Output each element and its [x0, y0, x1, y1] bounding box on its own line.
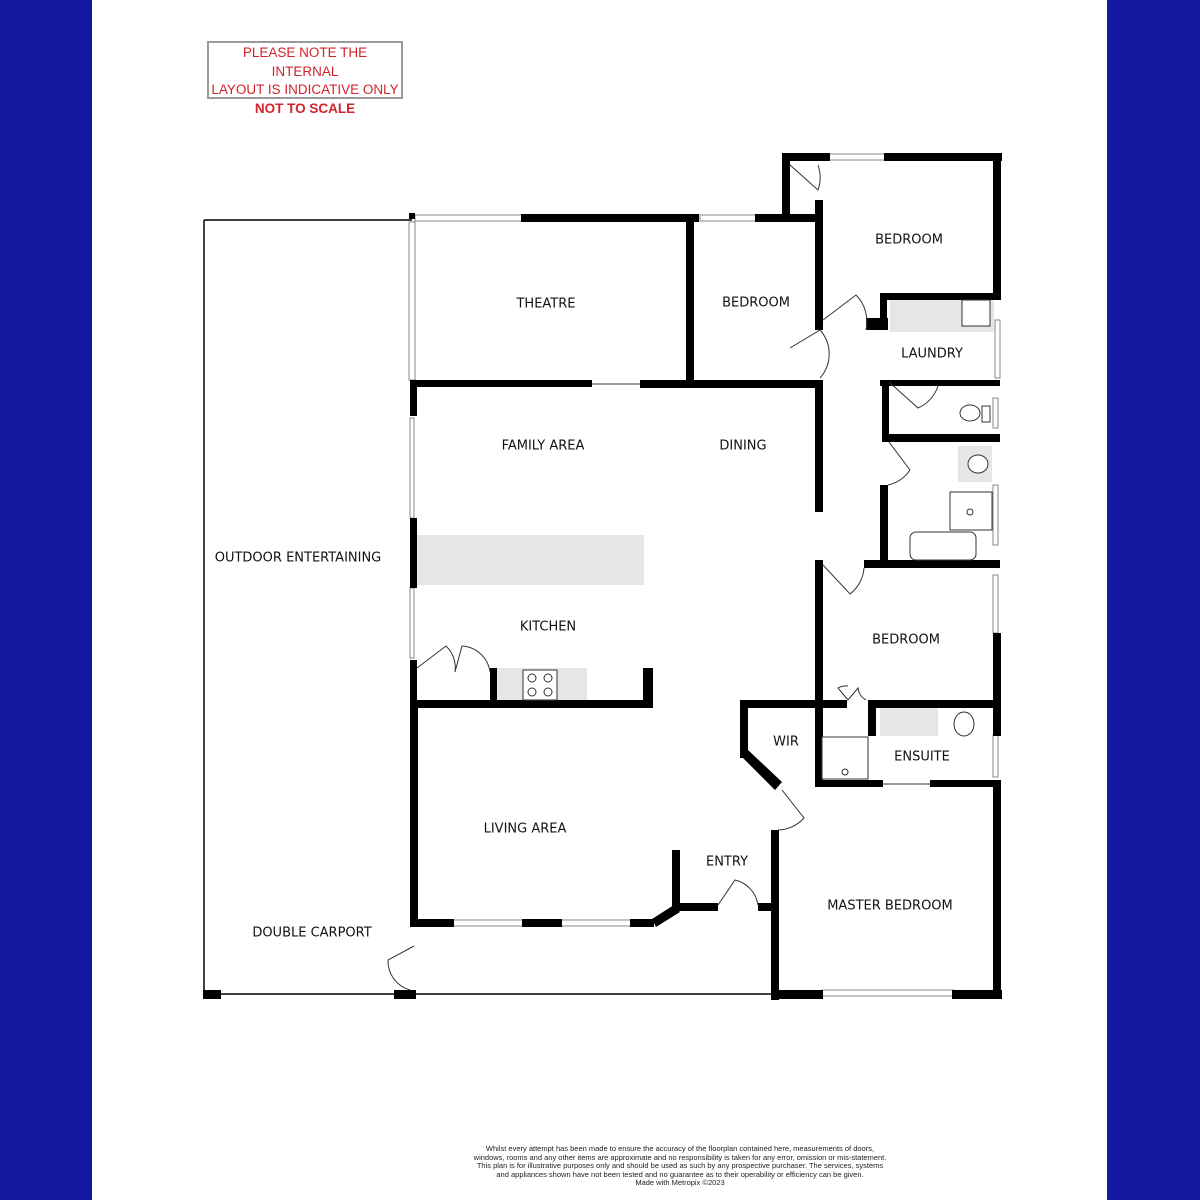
scale-notice-line-1: PLEASE NOTE THE INTERNAL: [242, 45, 368, 79]
label-ensuite: ENSUITE: [894, 749, 950, 765]
label-bedroom-top-right: BEDROOM: [875, 232, 943, 248]
label-double-carport: DOUBLE CARPORT: [252, 925, 372, 941]
laundry-tub-icon: [962, 300, 990, 326]
ensuite-toilet-icon: [954, 712, 974, 736]
label-bedroom-lower-right: BEDROOM: [872, 632, 940, 648]
cooktop-icon: [523, 670, 557, 700]
label-wir: WIR: [773, 734, 799, 750]
label-family-area: FAMILY AREA: [501, 438, 585, 454]
bath-icon: [910, 532, 976, 560]
label-master-bedroom: MASTER BEDROOM: [827, 898, 953, 914]
label-bedroom-middle: BEDROOM: [722, 295, 790, 311]
disclaimer-credit: Made with Metropix ©2023: [635, 1178, 725, 1188]
kitchen-island: [417, 535, 644, 585]
disclaimer: [470, 1145, 890, 1188]
scale-notice-line-2: LAYOUT IS INDICATIVE ONLY: [211, 82, 399, 97]
label-dining: DINING: [719, 438, 767, 454]
room-labels: [215, 233, 963, 941]
label-kitchen: KITCHEN: [519, 619, 577, 635]
toilet-icon: [960, 405, 980, 421]
label-theatre: THEATRE: [516, 296, 576, 312]
shower-icon: [950, 492, 992, 530]
toilet-cistern-icon: [982, 406, 990, 422]
basin-icon: [968, 455, 988, 473]
label-outdoor-entertaining: OUTDOOR ENTERTAINING: [214, 550, 382, 566]
label-laundry: LAUNDRY: [901, 346, 963, 362]
label-entry: ENTRY: [705, 854, 749, 870]
scale-notice-line-3: NOT TO SCALE: [254, 100, 356, 116]
ensuite-shower-icon: [822, 737, 868, 779]
ensuite-vanity: [880, 708, 938, 736]
disclaimer-text: Whilst every attempt has been made to ensure the accuracy of the floorplan contained here, measurements of doors, windows, rooms and any other items are approximate and no responsibility is taken for any error, omission or mis-statement. This plan is for illustrative purposes only and should be used as such by any prospective purchaser. The services, systems and appliances shown have not been tested and no guarantee as to their operability or efficiency can be given.: [473, 1144, 887, 1179]
label-living-area: LIVING AREA: [483, 821, 567, 837]
